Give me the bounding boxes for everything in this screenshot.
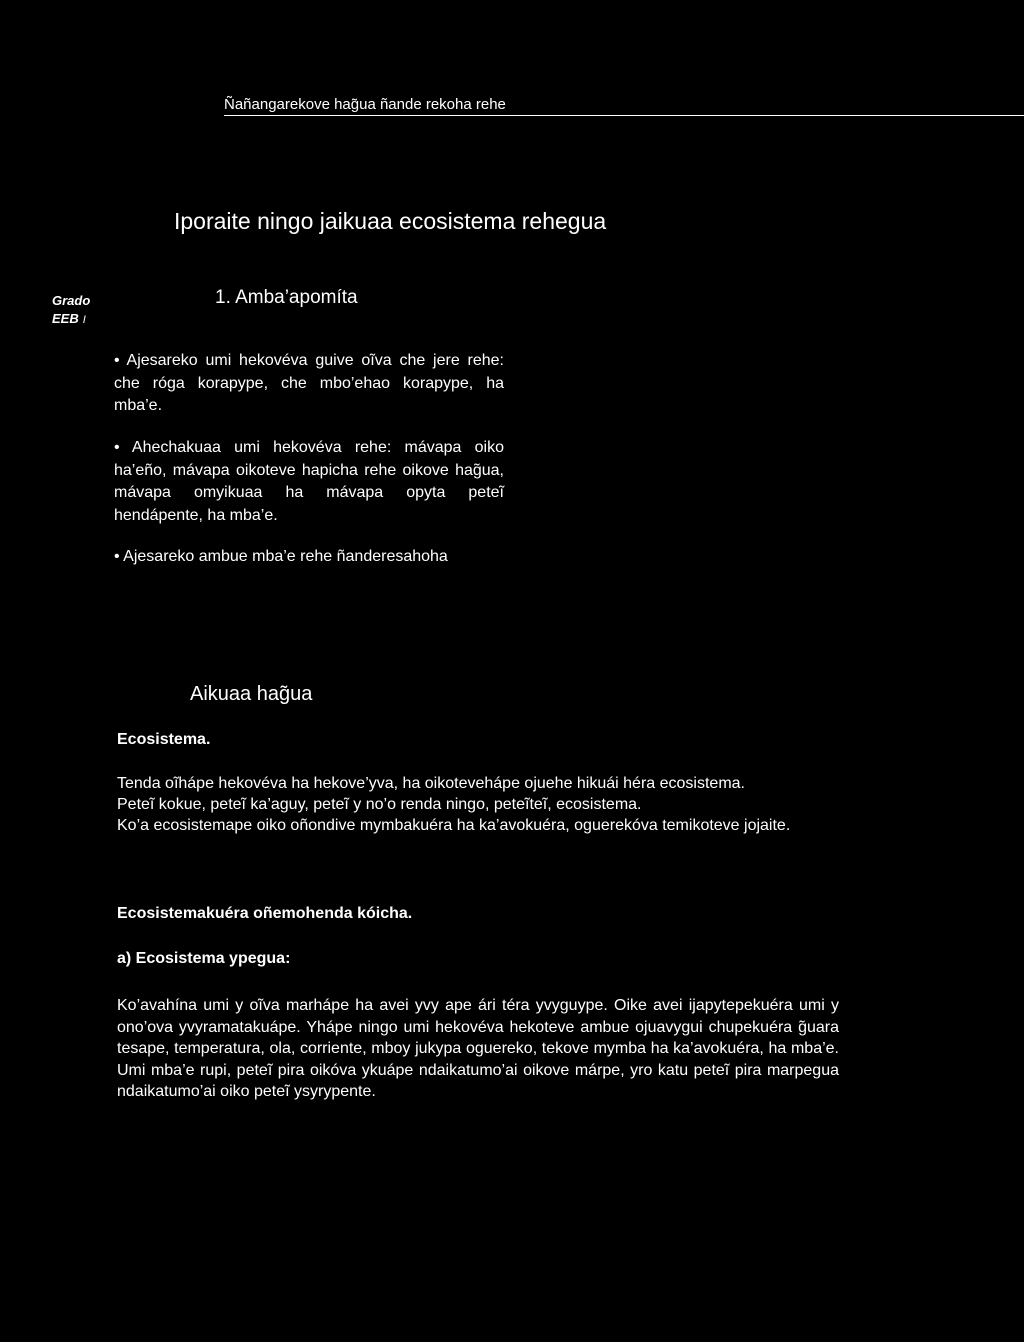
water-ecosystem-heading: a) Ecosistema ypegua: <box>117 950 291 967</box>
objective-list-1 <box>114 350 504 418</box>
water-ecosystem-paragraph: Ko’avahína umi y oĩva marhápe ha avei yvy ape ári téra yvyguype. Oike avei ijapytepekuéra umi y ono’ova yvyramatakuápe. Yhápe ningo umi hekovéva hekoteve ambue ojuavygui chupekuéra g̃uara tesape, temperatura, ola, corriente, mboy jukypa oguereko, tekove mymba ha ka’avokuéra, ha mba’e. Umi mba’e rupi, peteĩ pira oikóva ykuápe ndaikatumo’ai oikove márpe, yro katu peteĩ pira marpegua ndaikatumo’ai oiko peteĩ ysyrypente. <box>117 997 839 1100</box>
objective-list-2 <box>114 437 504 527</box>
objective-item: • Ahechakuaa umi hekovéva rehe: mávapa oiko ha’eño, mávapa oikoteve hapicha rehe oikove hag̃ua, mávapa omyikuaa ha mávapa opyta peteĩ hendápente, ha mba’e. <box>114 439 504 524</box>
grade-line2: EEB <box>52 311 79 326</box>
objective-item: • Ajesareko ambue mba’e rehe ñanderesahoha <box>114 548 448 565</box>
page-title: Iporaite ningo jaikuaa ecosistema rehegua <box>174 208 607 235</box>
page-header: Ñañangarekove hag̃ua ñande rekoha rehe <box>224 96 506 113</box>
objective-list-3 <box>114 546 504 569</box>
objective-item: • Ajesareko umi hekovéva guive oĩva che jere rehe: che róga korapype, che mbo’ehao korapype, ha mba’e. <box>114 352 504 414</box>
ecosistema-label: Ecosistema. <box>117 731 211 748</box>
grade-line1: Grado <box>52 293 91 308</box>
ecosystem-types-heading: Ecosistemakuéra oñemohenda kóicha. <box>117 905 413 922</box>
header-rule <box>224 115 1024 116</box>
section-heading: 1. Amba’apomíta <box>215 287 358 308</box>
paragraph-line: Ko’a ecosistemape oiko oñondive mymbakuéra ha ka’avokuéra, oguerekóva temikoteve jojaite. <box>117 817 791 834</box>
paragraph-line: Peteĩ kokue, peteĩ ka’aguy, peteĩ y no’o renda ningo, peteĩteĩ, ecosistema. <box>117 796 642 813</box>
paragraph-line: Tenda oĩhápe hekovéva ha hekove’yva, ha oikotevehápe ojuehe hikuái héra ecosistema. <box>117 775 745 792</box>
aikuaa-heading: Aikuaa hag̃ua <box>190 683 313 705</box>
grade-mark: I <box>82 314 86 326</box>
ecosistema-paragraph <box>117 773 839 836</box>
grade-label <box>52 292 90 329</box>
